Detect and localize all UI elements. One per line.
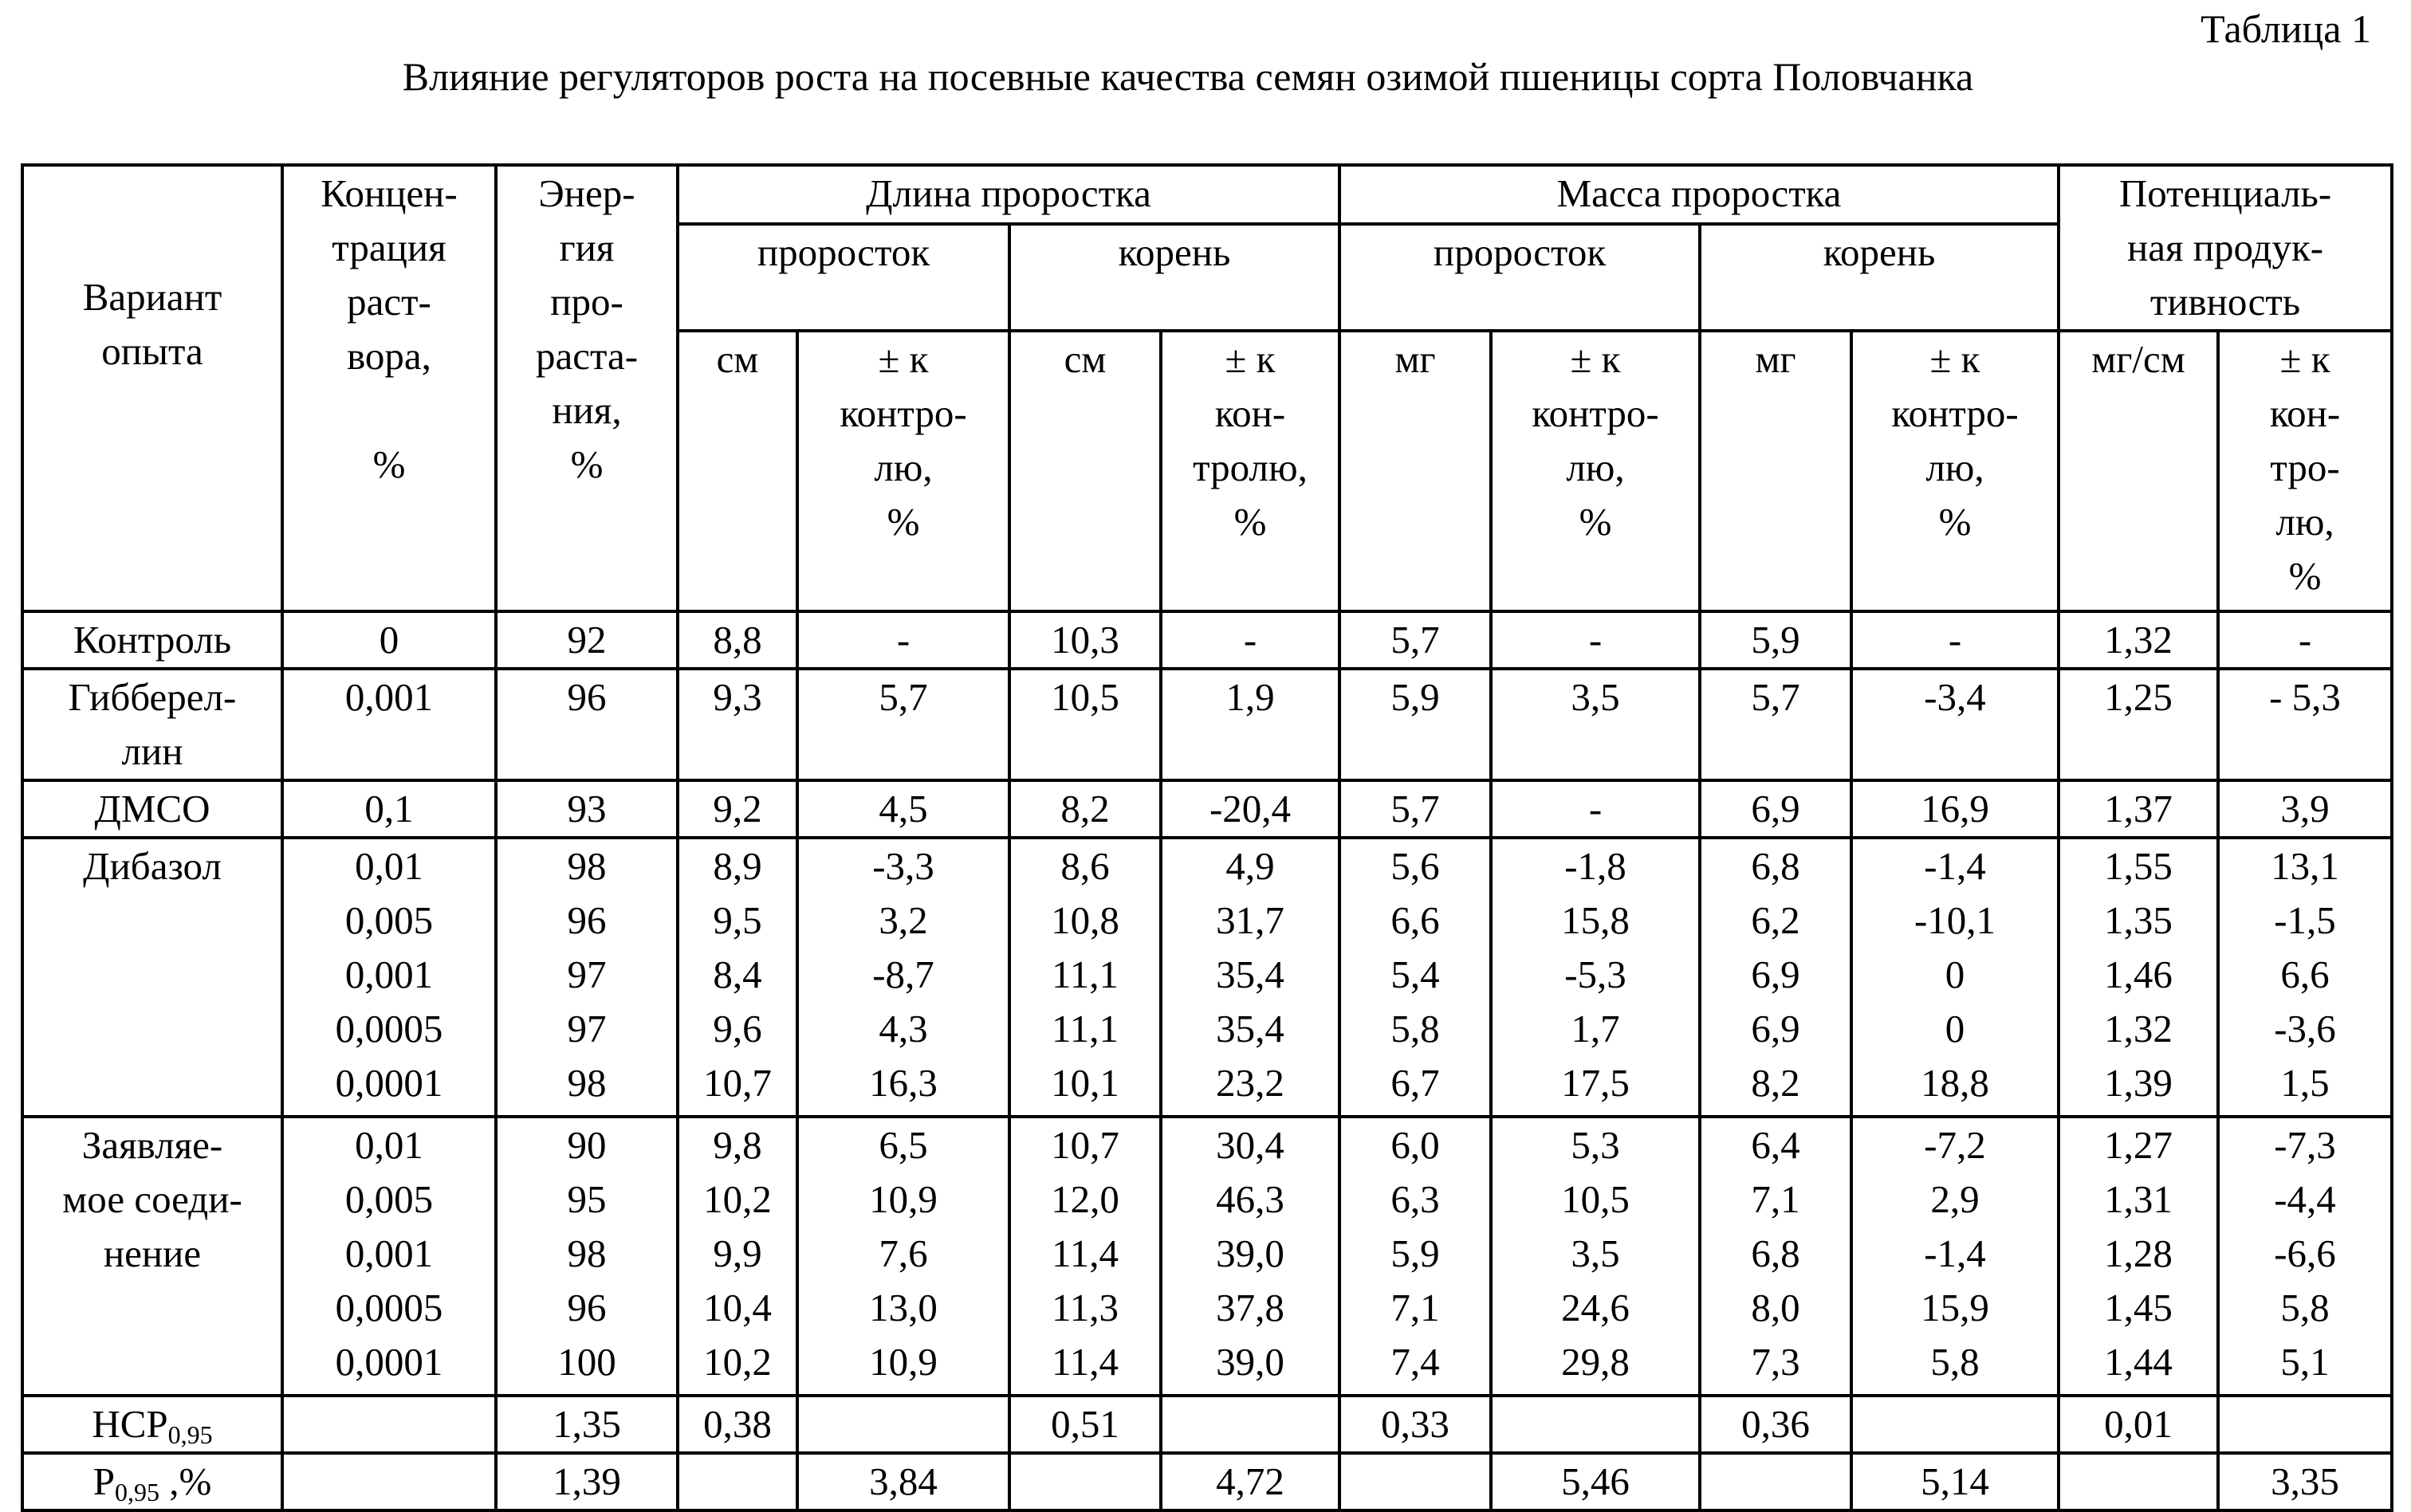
- table-row: [22, 669, 2392, 780]
- header-mass-sprout-delta: ± к контро- лю, %: [1491, 331, 1700, 611]
- cell-energy: 90 95 98 96 100: [496, 1117, 678, 1396]
- cell-len-sprout: 0,38: [678, 1396, 797, 1453]
- header-len-root-unit: см: [1009, 331, 1161, 611]
- cell-len-sprout-delta: -3,3 3,2 -8,7 4,3 16,3: [797, 838, 1009, 1117]
- cell-potential-delta: - 5,3: [2218, 669, 2392, 780]
- cell-potential: 0,01: [2059, 1396, 2218, 1453]
- cell-len-root: 8,2: [1009, 780, 1161, 838]
- table-row-group: [22, 838, 2392, 1117]
- cell-len-root-delta: -: [1161, 611, 1339, 669]
- cell-empty: [1009, 1453, 1161, 1510]
- cell-empty: [1491, 1396, 1700, 1453]
- cell-mass-root-delta: -1,4 -10,1 0 0 18,8: [1851, 838, 2059, 1117]
- cell-len-sprout: 8,9 9,5 8,4 9,6 10,7: [678, 838, 797, 1117]
- hsr-label-main: НСР: [92, 1402, 167, 1446]
- cell-mass-root-delta: -3,4: [1851, 669, 2059, 780]
- table-row-group: [22, 1117, 2392, 1396]
- cell-empty: [1339, 1453, 1491, 1510]
- cell-energy: 93: [496, 780, 678, 838]
- header-row-1: [22, 165, 2392, 224]
- cell-conc: 0,01 0,005 0,001 0,0005 0,0001: [282, 838, 496, 1117]
- cell-energy: 1,39: [496, 1453, 678, 1510]
- cell-energy: 96: [496, 669, 678, 780]
- cell-mass-sprout: 0,33: [1339, 1396, 1491, 1453]
- cell-mass-root: 0,36: [1700, 1396, 1851, 1453]
- cell-len-sprout: 9,3: [678, 669, 797, 780]
- cell-mass-root-delta: -7,2 2,9 -1,4 15,9 5,8: [1851, 1117, 2059, 1396]
- cell-conc: 0,001: [282, 669, 496, 780]
- cell-mass-root: 6,8 6,2 6,9 6,9 8,2: [1700, 838, 1851, 1117]
- cell-potential: 1,27 1,31 1,28 1,45 1,44: [2059, 1117, 2218, 1396]
- cell-len-sprout: 8,8: [678, 611, 797, 669]
- p95-label-sub: 0,95: [115, 1478, 159, 1506]
- cell-mass-sprout: 5,6 6,6 5,4 5,8 6,7: [1339, 838, 1491, 1117]
- cell-conc: 0,1: [282, 780, 496, 838]
- cell-empty: [1851, 1396, 2059, 1453]
- cell-mass-sprout-delta: -: [1491, 611, 1700, 669]
- cell-energy: 92: [496, 611, 678, 669]
- cell-mass-sprout-delta: -: [1491, 780, 1700, 838]
- cell-mass-sprout-delta: 5,46: [1491, 1453, 1700, 1510]
- cell-potential: 1,32: [2059, 611, 2218, 669]
- cell-potential-delta: 3,9: [2218, 780, 2392, 838]
- p95-label-tail: ,%: [159, 1459, 211, 1503]
- cell-len-root-delta: 1,9: [1161, 669, 1339, 780]
- cell-potential-delta: -: [2218, 611, 2392, 669]
- cell-potential-delta: 13,1 -1,5 6,6 -3,6 1,5: [2218, 838, 2392, 1117]
- cell-mass-root-delta: -: [1851, 611, 2059, 669]
- cell-len-sprout: 9,2: [678, 780, 797, 838]
- cell-len-root: 0,51: [1009, 1396, 1161, 1453]
- cell-potential-delta: 3,35: [2218, 1453, 2392, 1510]
- cell-mass-root: 6,4 7,1 6,8 8,0 7,3: [1700, 1117, 1851, 1396]
- cell-len-root-delta: 4,72: [1161, 1453, 1339, 1510]
- cell-empty: [1700, 1453, 1851, 1510]
- header-energy: Энер- гия про- раста- ния, %: [496, 165, 678, 611]
- table-title: Влияние регуляторов роста на посевные качества семян озимой пшеницы сорта Половчанка: [0, 49, 2376, 104]
- cell-len-sprout-delta: 5,7: [797, 669, 1009, 780]
- cell-len-sprout: 9,8 10,2 9,9 10,4 10,2: [678, 1117, 797, 1396]
- cell-len-root: 10,7 12,0 11,4 11,3 11,4: [1009, 1117, 1161, 1396]
- table-number: Таблица 1: [2201, 5, 2371, 53]
- cell-mass-root: 5,7: [1700, 669, 1851, 780]
- cell-mass-root-delta: 5,14: [1851, 1453, 2059, 1510]
- header-mass-root: корень: [1700, 224, 2059, 331]
- cell-potential: 1,25: [2059, 669, 2218, 780]
- header-pot-unit: мг/см: [2059, 331, 2218, 611]
- cell-mass-sprout: 5,7: [1339, 611, 1491, 669]
- header-mass-group: Масса проростка: [1339, 165, 2059, 224]
- cell-energy: 98 96 97 97 98: [496, 838, 678, 1117]
- cell-empty: [282, 1453, 496, 1510]
- header-length-sprout: проросток: [678, 224, 1009, 331]
- header-len-root-delta: ± к кон- тролю, %: [1161, 331, 1339, 611]
- header-length-root: корень: [1009, 224, 1339, 331]
- header-length-group: Длина проростка: [678, 165, 1339, 224]
- cell-mass-sprout-delta: -1,8 15,8 -5,3 1,7 17,5: [1491, 838, 1700, 1117]
- header-len-sprout-unit: см: [678, 331, 797, 611]
- variant-name: ДМСО: [22, 780, 282, 838]
- table-row-p95: [22, 1453, 2392, 1510]
- cell-mass-sprout: 6,0 6,3 5,9 7,1 7,4: [1339, 1117, 1491, 1396]
- cell-mass-root-delta: 16,9: [1851, 780, 2059, 838]
- cell-potential-delta: -7,3 -4,4 -6,6 5,8 5,1: [2218, 1117, 2392, 1396]
- table-row-hsr: [22, 1396, 2392, 1453]
- cell-conc: 0: [282, 611, 496, 669]
- header-concentration: Концен- трация раст- вора, %: [282, 165, 496, 611]
- cell-energy: 1,35: [496, 1396, 678, 1453]
- cell-len-root: 10,3: [1009, 611, 1161, 669]
- cell-potential: 1,55 1,35 1,46 1,32 1,39: [2059, 838, 2218, 1117]
- cell-conc: 0,01 0,005 0,001 0,0005 0,0001: [282, 1117, 496, 1396]
- cell-empty: [2059, 1453, 2218, 1510]
- table-row: [22, 780, 2392, 838]
- cell-len-root: 10,5: [1009, 669, 1161, 780]
- header-mass-root-unit: мг: [1700, 331, 1851, 611]
- header-pot-delta: ± к кон- тро- лю, %: [2218, 331, 2392, 611]
- p95-label: [22, 1453, 282, 1510]
- cell-len-root: 8,6 10,8 11,1 11,1 10,1: [1009, 838, 1161, 1117]
- hsr-label-sub: 0,95: [168, 1420, 213, 1449]
- header-mass-sprout-unit: мг: [1339, 331, 1491, 611]
- cell-len-sprout-delta: 3,84: [797, 1453, 1009, 1510]
- cell-len-sprout-delta: 6,5 10,9 7,6 13,0 10,9: [797, 1117, 1009, 1396]
- header-variant: Вариант опыта: [22, 165, 282, 611]
- cell-potential: 1,37: [2059, 780, 2218, 838]
- variant-name: Заявляе- мое соеди- нение: [22, 1117, 282, 1396]
- table-row: [22, 611, 2392, 669]
- cell-mass-root: 6,9: [1700, 780, 1851, 838]
- cell-empty: [797, 1396, 1009, 1453]
- header-mass-root-delta: ± к контро- лю, %: [1851, 331, 2059, 611]
- cell-mass-sprout: 5,7: [1339, 780, 1491, 838]
- cell-empty: [678, 1453, 797, 1510]
- cell-mass-sprout: 5,9: [1339, 669, 1491, 780]
- cell-mass-sprout-delta: 3,5: [1491, 669, 1700, 780]
- variant-name: Гибберел- лин: [22, 669, 282, 780]
- header-potential: Потенциаль- ная продук- тивность: [2059, 165, 2392, 331]
- results-table: [21, 163, 2393, 1512]
- cell-empty: [282, 1396, 496, 1453]
- hsr-label: [22, 1396, 282, 1453]
- cell-mass-sprout-delta: 5,3 10,5 3,5 24,6 29,8: [1491, 1117, 1700, 1396]
- cell-empty: [2218, 1396, 2392, 1453]
- variant-name: Контроль: [22, 611, 282, 669]
- header-mass-sprout: проросток: [1339, 224, 1700, 331]
- cell-mass-root: 5,9: [1700, 611, 1851, 669]
- header-len-sprout-delta: ± к контро- лю, %: [797, 331, 1009, 611]
- cell-len-root-delta: 4,9 31,7 35,4 35,4 23,2: [1161, 838, 1339, 1117]
- cell-len-sprout-delta: 4,5: [797, 780, 1009, 838]
- cell-empty: [1161, 1396, 1339, 1453]
- p95-label-main: Р: [93, 1459, 115, 1503]
- cell-len-root-delta: -20,4: [1161, 780, 1339, 838]
- cell-len-sprout-delta: -: [797, 611, 1009, 669]
- variant-name: Дибазол: [22, 838, 282, 1117]
- cell-len-root-delta: 30,4 46,3 39,0 37,8 39,0: [1161, 1117, 1339, 1396]
